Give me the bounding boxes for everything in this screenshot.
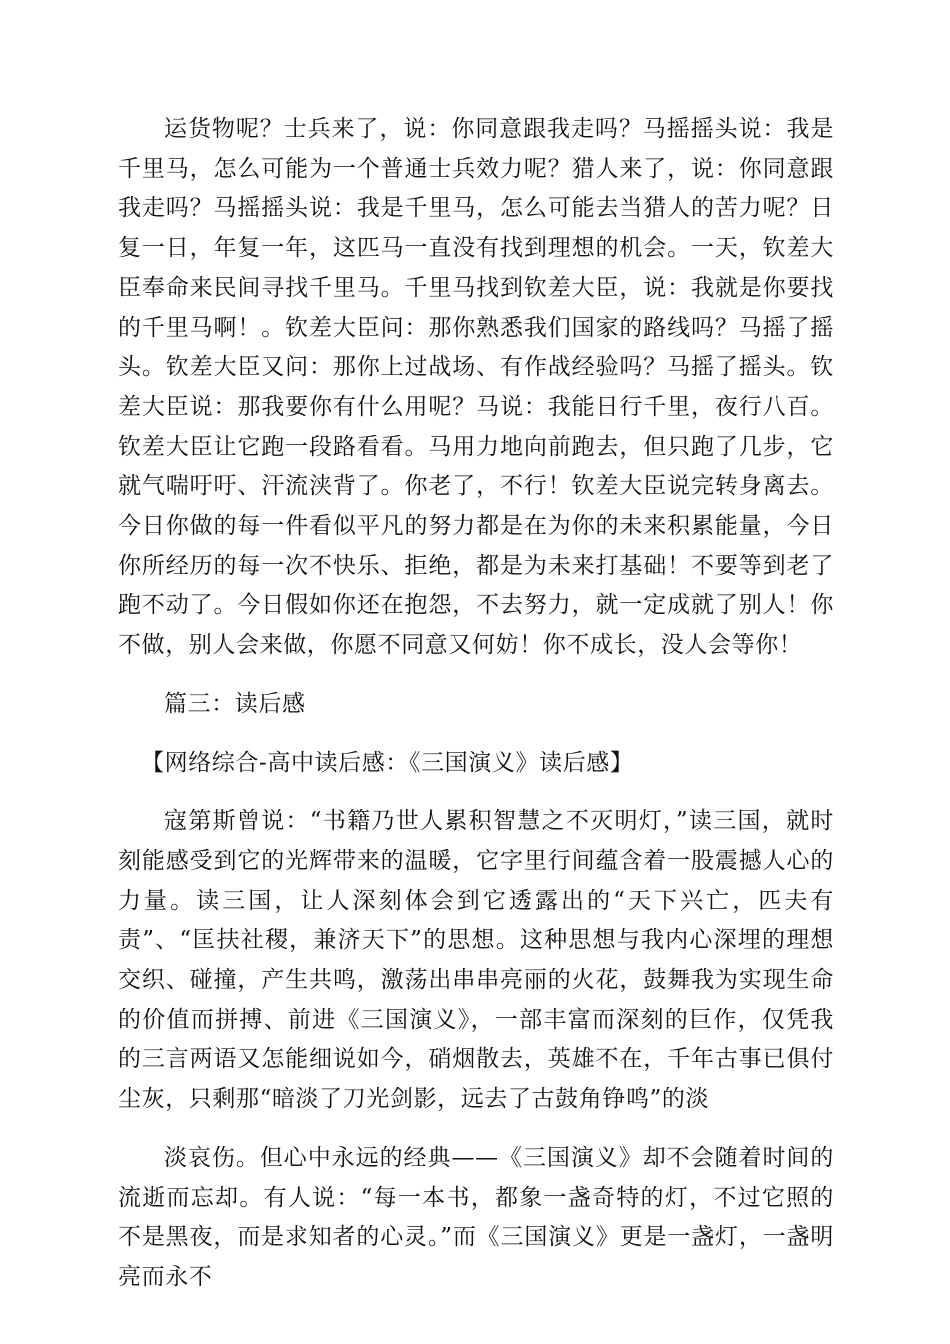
paragraph-sanguo-continued: 淡哀伤。但心中永远的经典——《三国演义》却不会随着时间的流逝而忘却。有人说：“每一本书，都象一盏奇特的灯，不过它照的不是黑夜，而是求知者的心灵。”而《三国演义》更是一盏灯，一盏明亮而永不 <box>118 1144 834 1290</box>
article-title: 【网络综合-高中读后感：《三国演义》读后感】 <box>141 749 634 776</box>
paragraph-sanguo-intro: 寇第斯曾说：“书籍乃世人累积智慧之不灭明灯，”读三国，就时刻能感受到它的光辉带来的温暖，它字里行间蕴含着一股震撼人心的力量。读三国，让人深刻体会到它透露出的“天下兴亡，匹夫有责”、“匡扶社稷，兼济天下”的思想。这种思想与我内心深埋的理想交织、碰撞，产生共鸣，激荡出串串亮丽的火花，鼓舞我为实现生命的价值而拼搏、前进《三国演义》，一部丰富而深刻的巨作，仅凭我的三言两语又怎能细说如今，硝烟散去，英雄不在，千年古事已俱付尘灰，只剩那“暗淡了刀光剑影，远去了古鼓角铮鸣”的淡 <box>118 808 834 1113</box>
document-body <box>118 110 834 1317</box>
section-heading: 篇三：读后感 <box>164 690 306 717</box>
paragraph-story-ending: 运货物呢？士兵来了，说：你同意跟我走吗？马摇摇头说：我是千里马，怎么可能为一个普通士兵效力呢？猎人来了，说：你同意跟我走吗？马摇摇头说：我是千里马，怎么可能去当猎人的苦力呢？日复一日，年复一年，这匹马一直没有找到理想的机会。一天，钦差大臣奉命来民间寻找千里马。千里马找到钦差大臣，说：我就是你要找的千里马啊！。钦差大臣问：那你熟悉我们国家的路线吗？马摇了摇头。钦差大臣又问：那你上过战场、有作战经验吗？马摇了摇头。钦差大臣说：那我要你有什么用呢？马说：我能日行千里，夜行八百。钦差大臣让它跑一段路看看。马用力地向前跑去，但只跑了几步，它就气喘吁吁、汗流浃背了。你老了，不行！钦差大臣说完转身离去。今日你做的每一件看似平凡的努力都是在为你的未来积累能量，今日你所经历的每一次不快乐、拒绝，都是为未来打基础！不要等到老了跑不动了。今日假如你还在抱怨，不去努力，就一定成就了别人！你不做，别人会来做，你愿不同意又何妨！你不成长，没人会等你！ <box>118 116 834 659</box>
